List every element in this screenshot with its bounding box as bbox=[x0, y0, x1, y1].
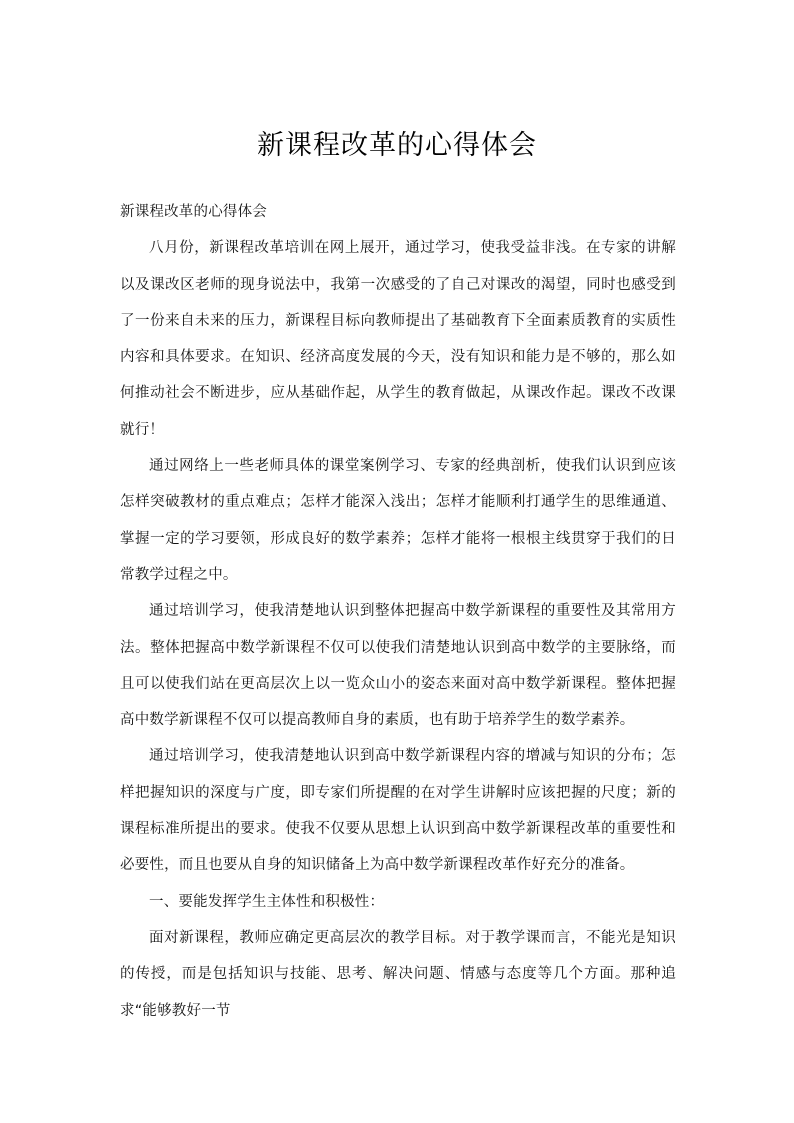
paragraph: 面对新课程，教师应确定更高层次的教学目标。对于教学课而言，不能光是知识的传授，而是包括知识与技能、思考、解决问题、情感与态度等几个方面。那种追求“能够教好一节 bbox=[120, 929, 676, 1019]
document-subtitle: 新课程改革的心得体会 bbox=[120, 204, 267, 220]
paragraph: 通过培训学习，使我清楚地认识到整体把握高中数学新课程的重要性及其常用方法。整体把握高中数学新课程不仅可以使我们清楚地认识到高中数学的主要脉络，而且可以使我们站在更高层次上以一览众山小的姿态来面对高中数学新课程。整体把握高中数学新课程不仅可以提高教师自身的素质，也有助于培养学生的数学素养。 bbox=[120, 603, 676, 729]
document-body bbox=[120, 194, 676, 1029]
paragraph: 通过网络上一些老师具体的课堂案例学习、专家的经典剖析，使我们认识到应该怎样突破教材的重点难点；怎样才能深入浅出；怎样才能顺利打通学生的思维通道、掌握一定的学习要领，形成良好的数学素养；怎样才能将一根根主线贯穿于我们的日常教学过程之中。 bbox=[120, 458, 676, 583]
document-title: 新课程改革的心得体会 bbox=[257, 130, 537, 161]
section-heading: 一、要能发挥学生主体性和积极性： bbox=[149, 893, 385, 910]
paragraph: 通过培训学习，使我清楚地认识到高中数学新课程内容的增减与知识的分布；怎样把握知识的深度与广度，即专家们所提醒的在对学生讲解时应该把握的尺度；新的课程标准所提出的要求。使我不仅要从思想上认识到高中数学新课程改革的重要性和必要性，而且也要从自身的知识储备上为高中数学新课程改革作好充分的准备。 bbox=[120, 748, 676, 874]
paragraph: 八月份，新课程改革培训在网上展开，通过学习，使我受益非浅。在专家的讲解以及课改区老师的现身说法中，我第一次感受的了自己对课改的渴望，同时也感受到了一份来自未来的压力，新课程目标向教师提出了基础教育下全面素质教育的实质性内容和具体要求。在知识、经济高度发展的今天，没有知识和能力是不够的，那么如何推动社会不断进步，应从基础作起，从学生的教育做起，从课改作起。课改不改课就行！ bbox=[120, 240, 676, 438]
